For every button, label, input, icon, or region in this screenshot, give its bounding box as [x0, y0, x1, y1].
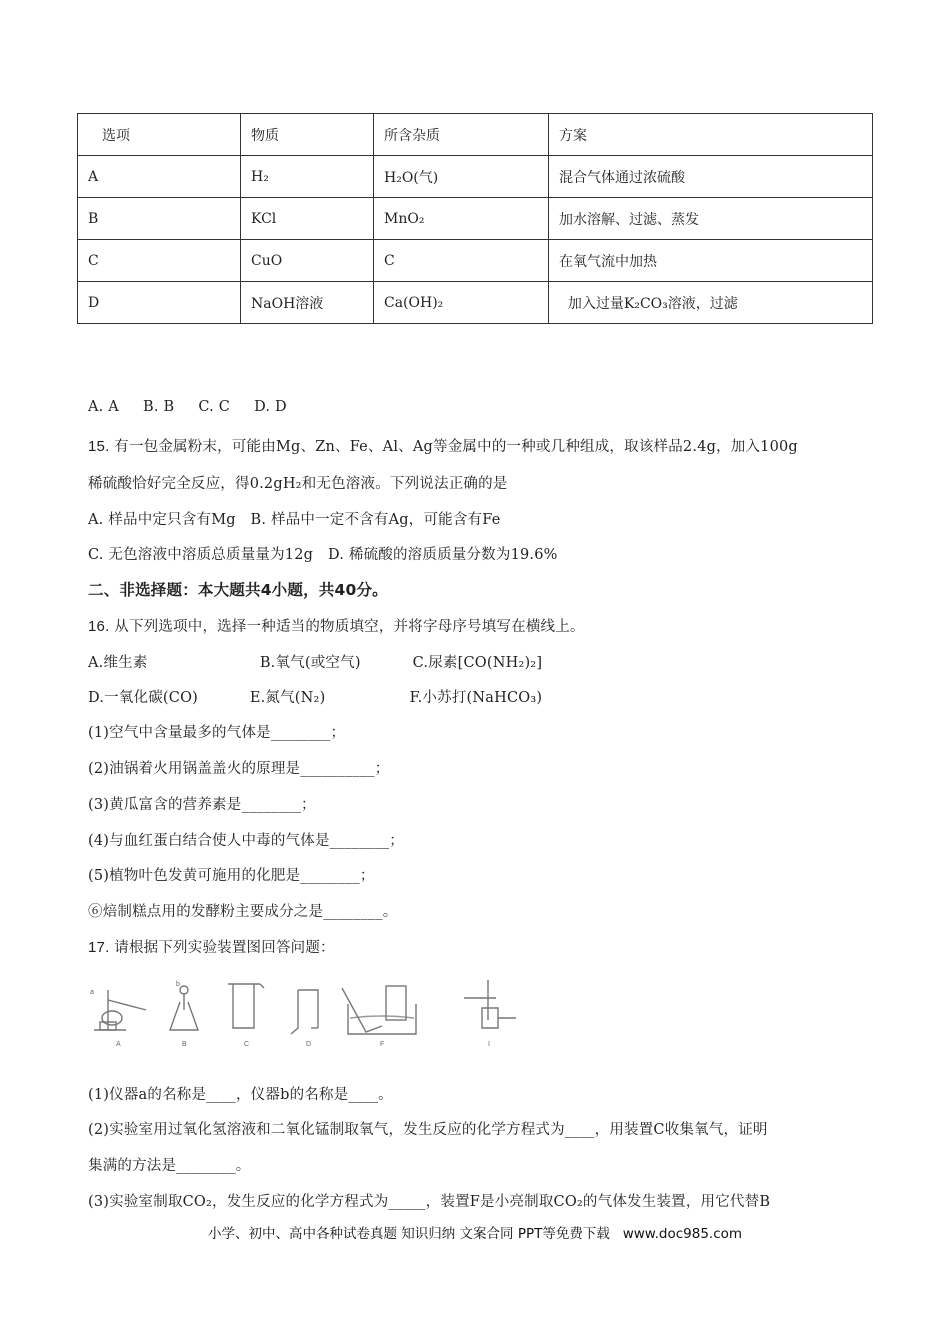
q16-choice: E.氮气(N₂): [249, 690, 326, 706]
q16-item: (4)与血红蛋白结合使人中毒的气体是________；: [88, 833, 404, 849]
figure-label: B: [182, 1041, 187, 1048]
q14-options: A. A B. B C. C D. D: [88, 399, 287, 415]
lab-apparatus-figure: [86, 980, 536, 1055]
q15-option-b: B. 样品中一定不含有Ag，可能含有Fe: [250, 512, 501, 528]
table-cell: C: [374, 240, 549, 282]
table-cell: 混合气体通过浓硫酸: [549, 156, 873, 198]
table-cell: C: [78, 240, 241, 282]
question-number: 17.: [88, 939, 110, 956]
question-number: 16.: [88, 618, 110, 635]
q15-option-d: D. 稀硫酸的溶质质量分数为19.6%: [327, 547, 558, 563]
table-cell: Ca(OH)₂: [374, 282, 549, 324]
table-row: [78, 156, 873, 198]
table-header-cell: 方案: [549, 114, 873, 156]
q16-item: ⑥焙制糕点用的发酵粉主要成分之是________。: [88, 904, 398, 920]
q16-choices-row2: [88, 686, 542, 707]
question-number: 15.: [88, 438, 110, 455]
table-cell: A: [78, 156, 241, 198]
figure-label: C: [244, 1041, 250, 1048]
q15-option-a: A. 样品中定只含有Mg: [88, 512, 236, 528]
figure-label: D: [306, 1041, 312, 1048]
table-cell: H₂O(气): [374, 156, 549, 198]
table-header-cell: 所含杂质: [374, 114, 549, 156]
q16-choice: C.尿素[CO(NH₂)₂]: [412, 655, 543, 671]
q15-option-c: C. 无色溶液中溶质总质量量为12g: [88, 547, 314, 563]
impurity-table: [77, 113, 873, 324]
q16-choice: B.氧气(或空气): [259, 655, 361, 671]
q15-options-row2: [88, 543, 558, 564]
q16-stem-line: [88, 615, 585, 636]
q17-item: (3)实验室制取CO₂，发生反应的化学方程式为_____，装置F是小亮制取CO₂的气体发生装置，用它代替B: [88, 1194, 771, 1210]
q16-item: (3)黄瓜富含的营养素是________；: [88, 797, 316, 813]
q17-item: (2)实验室用过氧化氢溶液和二氧化锰制取氧气，发生反应的化学方程式为____，用装置C收集氧气，证明: [88, 1122, 768, 1138]
q16-choice: A.维生素: [88, 655, 148, 671]
table-cell: NaOH溶液: [241, 282, 374, 324]
q16-choice: F.小苏打(NaHCO₃): [409, 690, 543, 706]
table-cell: H₂: [241, 156, 374, 198]
table-header-cell: 物质: [241, 114, 374, 156]
table-cell: 在氧气流中加热: [549, 240, 873, 282]
figure-label: I: [488, 1041, 490, 1048]
q15-options-row1: [88, 508, 501, 529]
figure-label: b: [176, 981, 180, 988]
table-cell: B: [78, 198, 241, 240]
q15-line1: [88, 435, 798, 456]
q17-item: 集满的方法是________。: [88, 1158, 251, 1174]
q17-stem: 请根据下列实验装置图回答问题：: [109, 940, 335, 956]
table-cell: 加水溶解、过滤、蒸发: [549, 198, 873, 240]
table-cell: MnO₂: [374, 198, 549, 240]
q16-choice: D.一氧化碳(CO): [88, 690, 199, 706]
q16-item: (1)空气中含量最多的气体是________；: [88, 725, 346, 741]
q17-item: (1)仪器a的名称是____，仪器b的名称是____。: [88, 1087, 393, 1103]
table-row: [78, 240, 873, 282]
page-footer: 小学、初中、高中各种试卷真题 知识归纳 文案合同 PPT等免费下载 www.doc985.com: [207, 1226, 743, 1242]
table-cell: CuO: [241, 240, 374, 282]
q16-stem: 从下列选项中，选择一种适当的物质填空，并将字母序号填写在横线上。: [109, 619, 585, 635]
table-row: [78, 282, 873, 324]
table-row: [78, 198, 873, 240]
q15-line2: 稀硫酸恰好完全反应，得0.2gH₂和无色溶液。下列说法正确的是: [88, 476, 508, 492]
table-header-cell: 选项: [78, 114, 241, 156]
table-cell: KCl: [241, 198, 374, 240]
q17-stem-line: [88, 936, 335, 957]
table-cell: 加入过量K₂CO₃溶液，过滤: [549, 282, 873, 324]
section-heading: 二、非选择题：本大题共4小题，共40分。: [88, 581, 388, 599]
table-cell: D: [78, 282, 241, 324]
q16-item: (2)油锅着火用锅盖盖火的原理是__________；: [88, 761, 390, 777]
q15-stem: 有一包金属粉末，可能由Mg、Zn、Fe、Al、Ag等金属中的一种或几种组成，取该样品2.4g，加入100g: [109, 439, 798, 455]
figure-label: F: [380, 1041, 385, 1048]
q16-choices-row1: [88, 651, 542, 672]
table-header-row: [78, 114, 873, 156]
figure-label: a: [90, 989, 94, 996]
q16-item: (5)植物叶色发黄可施用的化肥是________；: [88, 868, 375, 884]
figure-label: A: [116, 1041, 121, 1048]
